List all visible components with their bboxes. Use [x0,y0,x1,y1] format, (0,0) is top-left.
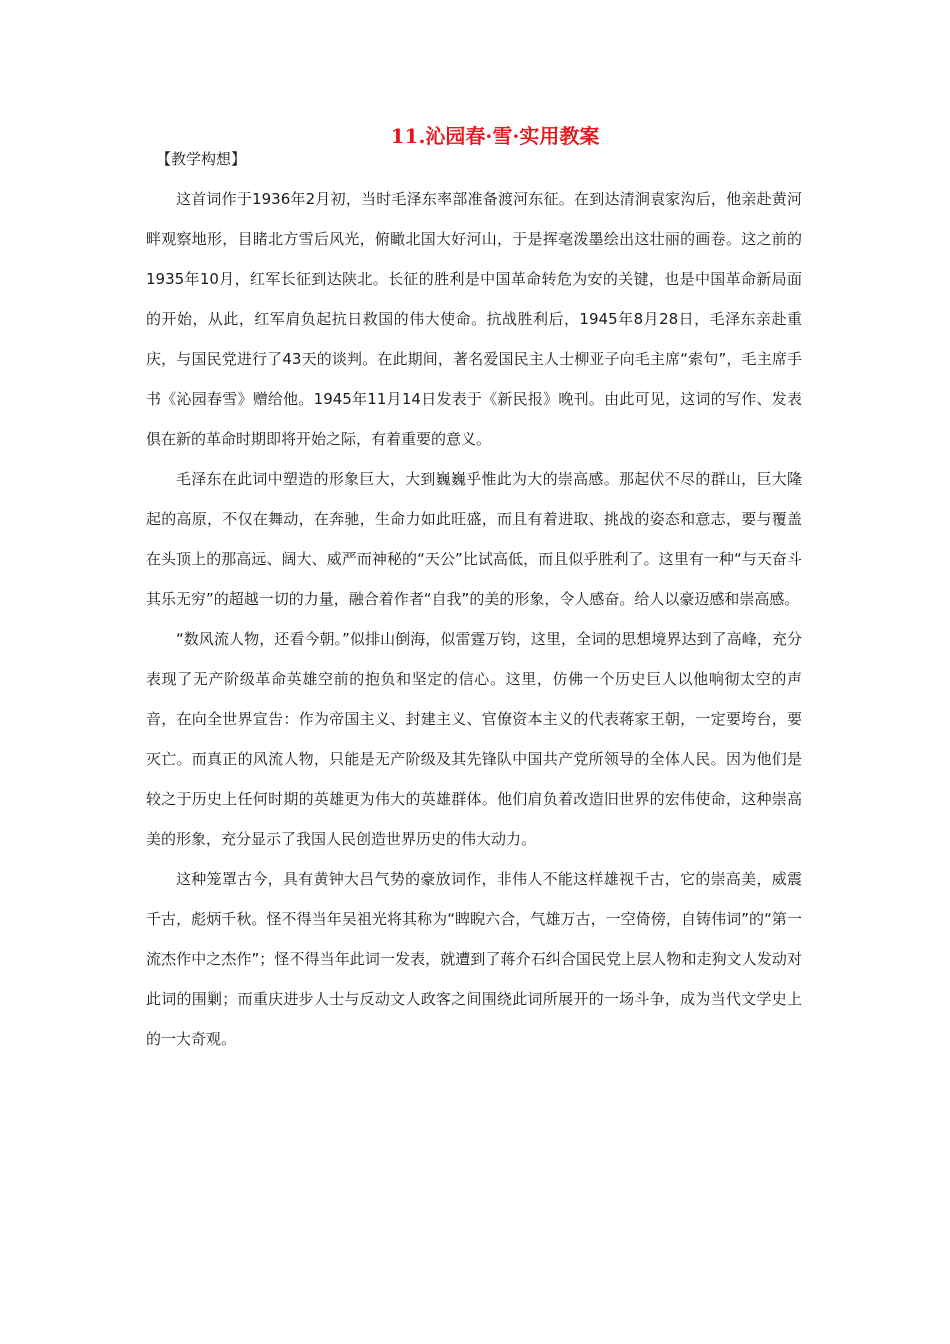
paragraph-3: “数风流人物，还看今朝。”似排山倒海，似雷霆万钧，这里，全词的思想境界达到了高峰，充分表现了无产阶级革命英雄空前的抱负和坚定的信心。这里，仿佛一个历史巨人以他响彻太空的声音，在向全世界宣告：作为帝国主义、封建主义、官僚资本主义的代表蒋家王朝，一定要垮台，要灭亡。而真正的风流人物，只能是无产阶级及其先锋队中国共产党所领导的全体人民。因为他们是较之于历史上任何时期的英雄更为伟大的英雄群体。他们肩负着改造旧世界的宏伟使命，这种崇高美的形象，充分显示了我国人民创造世界历史的伟大动力。 [146,630,802,848]
paragraph-1: 这首词作于1936年2月初，当时毛泽东率部准备渡河东征。在到达清涧袁家沟后，他亲赴黄河畔观察地形，目睹北方雪后风光，俯瞰北国大好河山，于是挥毫泼墨绘出这壮丽的画卷。这之前的1935年10月，红军长征到达陕北。长征的胜利是中国革命转危为安的关键，也是中国革命新局面的开始，从此，红军肩负起抗日救国的伟大使命。抗战胜利后，1945年8月28日，毛泽东亲赴重庆，与国民党进行了43天的谈判。在此期间，著名爱国民主人士柳亚子向毛主席“索句”，毛主席手书《沁园春雪》赠给他。1945年11月14日发表于《新民报》晚刊。由此可见，这词的写作、发表俱在新的革命时期即将开始之际，有着重要的意义。 [146,190,802,448]
document-body [146,145,802,1059]
paragraph-4: 这种笼罩古今，具有黄钟大吕气势的豪放词作，非伟人不能这样雄视千古，它的崇高美，威震千古，彪炳千秋。怪不得当年吴祖光将其称为“睥睨六合，气雄万古，一空倚傍，自铸伟词”的“第一流杰作中之杰作”；怪不得当年此词一发表，就遭到了蒋介石纠合国民党上层人物和走狗文人发动对此词的围剿；而重庆进步人士与反动文人政客之间围绕此词所展开的一场斗争，成为当代文学史上的一大奇观。 [146,870,802,1048]
document-title: 11.沁园春·雪·实用教案 [390,124,600,148]
section-heading: 【教学构想】 [156,150,247,168]
paragraph-2: 毛泽东在此词中塑造的形象巨大，大到巍巍乎惟此为大的崇高感。那起伏不尽的群山，巨大隆起的高原，不仅在舞动，在奔驰，生命力如此旺盛，而且有着进取、挑战的姿态和意志，要与覆盖在头顶上的那高远、阔大、威严而神秘的“天公”比试高低，而且似乎胜利了。这里有一种“与天奋斗其乐无穷”的超越一切的力量，融合着作者“自我”的美的形象，令人感奋。给人以豪迈感和崇高感。 [146,470,802,608]
